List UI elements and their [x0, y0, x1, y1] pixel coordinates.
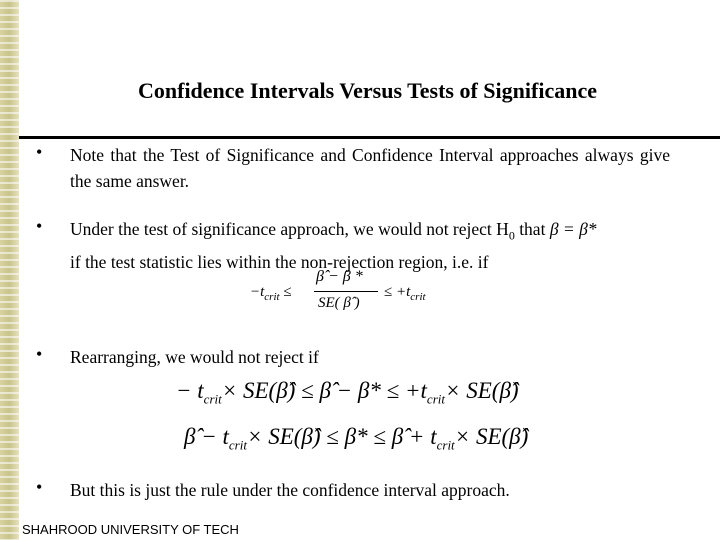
bullet-4-text: But this is just the rule under the confidence interval approach.	[70, 480, 510, 500]
equation-rearranged-2: β̂ − $t_{crit}\times$ SE(β̂) ≤ β* ≤ β̂ + $t_{crit}\times$ SE(β̂)	[184, 424, 529, 453]
bullet-2-line2: if the test statistic lies within the non-rejection region, i.e. if	[70, 251, 489, 272]
bullet-marker: •	[36, 344, 43, 364]
bullet-1-text: Note that the Test of Significance and Confidence Interval approaches always give the same answer.	[70, 145, 670, 191]
bullet-2-formula: β = β*	[549, 219, 597, 239]
bullet-3-text: Rearranging, we would not reject if	[70, 347, 319, 367]
bullet-2-text-before: Under the test of significance approach, we would not reject H	[70, 219, 509, 239]
equation-test-statistic	[250, 268, 450, 320]
eq1-numerator: β̂ − β *	[316, 268, 363, 285]
footer-text: SHAHROOD UNIVERSITY OF TECH	[22, 522, 239, 537]
eq1-right: ≤ $+t_{crit}$	[384, 284, 426, 303]
bullet-marker: •	[36, 142, 43, 162]
bullet-2-text-after: that	[514, 219, 550, 239]
slide-title: Confidence Intervals Versus Tests of Significance	[138, 78, 597, 103]
decorative-left-bar	[0, 0, 19, 540]
eq1-denominator: SE( β̂ )	[318, 295, 360, 311]
bullet-marker: •	[36, 477, 43, 497]
eq1-fraction-bar	[314, 291, 378, 292]
equation-rearranged-1: − $t_{crit}\times$ SE(β̂) ≤ β̂ − $\beta* \le +t_{crit}\times$ SE(β̂)	[176, 378, 519, 407]
bullet-marker: •	[36, 216, 43, 236]
eq1-left: $-t_{crit}$ ≤	[250, 284, 292, 303]
bullet-2-text	[70, 216, 670, 275]
title-divider	[19, 136, 720, 139]
bullet-2-subscript: 0	[508, 228, 515, 243]
